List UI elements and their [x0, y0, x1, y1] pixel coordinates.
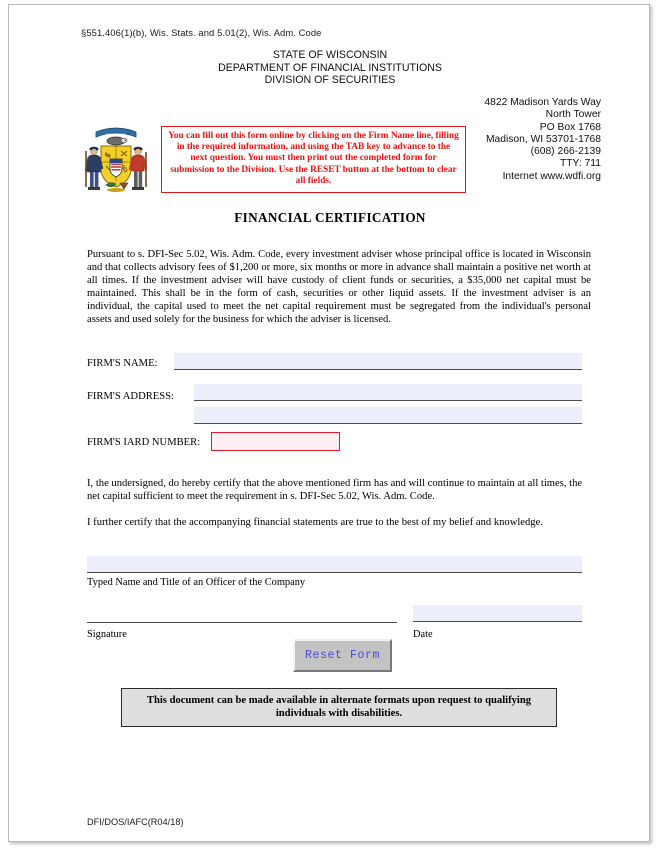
signature-rule [87, 622, 397, 623]
firm-address-line-2-input[interactable] [194, 407, 582, 424]
typed-name-caption: Typed Name and Title of an Officer of the Company [87, 577, 306, 588]
firm-name-label: FIRM'S NAME: [87, 358, 158, 369]
firm-address-line-1-input[interactable] [194, 384, 582, 401]
agency-heading [9, 49, 650, 87]
certification-paragraph: I, the undersigned, do hereby certify that the above mentioned firm has and will continue to maintain at all times, the net capital sufficient to meet the requirement in s. DFI-Sec 5.02, Wis. Adm. Code. [87, 478, 583, 502]
contact-po-box: PO Box 1768 [539, 121, 601, 133]
accessibility-notice-line-1: This document can be made available in alternate formats upon request to [146, 695, 483, 706]
contact-street: 4822 Madison Yards Way [484, 97, 601, 108]
date-input[interactable] [413, 605, 582, 622]
contact-city-state-zip: Madison, WI 53701-1768 [485, 133, 601, 145]
agency-heading-line-2: DEPARTMENT OF FINANCIAL INSTITUTIONS [218, 61, 442, 74]
accessibility-notice [121, 688, 557, 727]
iard-number-label: FIRM'S IARD NUMBER: [87, 437, 201, 448]
online-fill-instructions: You can fill out this form online by clicking on the Firm Name line, filling in the required information, and using the TAB key to advance to the next question. You must then print out the completed form for submission to the Division. Use the RESET button at the bottom to clear all fields. [161, 126, 466, 193]
signature-caption: Signature [87, 629, 127, 640]
form-title: FINANCIAL CERTIFICATION [234, 210, 426, 225]
agency-heading-line-1: STATE OF WISCONSIN [272, 49, 388, 61]
firm-name-input[interactable] [174, 353, 582, 370]
svg-text:FORWARD: FORWARD [105, 132, 127, 137]
contact-internet: Internet www.wdfi.org [502, 170, 601, 182]
firm-address-label: FIRM'S ADDRESS: [87, 391, 174, 402]
typed-name-and-title-input[interactable] [87, 556, 582, 573]
document-page [8, 4, 650, 842]
wisconsin-coat-of-arms-icon [80, 121, 152, 197]
contact-address-block [484, 97, 601, 183]
statute-citation: §551.406(1)(b), Wis. Stats. and 5.01(2), Wis. Adm. Code [81, 27, 322, 38]
further-certification-paragraph: I further certify that the accompanying financial statements are true to the best of my belief and knowledge. [87, 517, 543, 528]
contact-phone: (608) 266-2139 [530, 146, 601, 158]
contact-tower: North Tower [545, 109, 601, 121]
intro-paragraph: Pursuant to s. DFI-Sec 5.02, Wis. Adm. Code, every investment adviser whose principal office is located in Wisconsin and that collects advisory fees of $1,200 or more, six months or more in advance shall maintain a positive net worth at all times. If the investment adviser will have custody of client funds or securities, a $35,000 net capital must be maintained. This shall be in the form of cash, securities or other liquid assets. If the investment adviser is an individual, the capital used to meet the net capital requirement must be segregated from the individual's personal assets and used solely for the business for which the adviser is licensed. [87, 249, 591, 325]
agency-heading-line-3: DIVISION OF SECURITIES [264, 74, 396, 87]
reset-form-button[interactable]: Reset Form [293, 639, 392, 672]
iard-number-input[interactable] [211, 432, 340, 451]
contact-tty: TTY: 711 [559, 158, 601, 170]
form-revision-code: DFI/DOS/IAFC(R04/18) [87, 817, 184, 827]
accessibility-notice-line-2: qualifying individuals with disabilities. [275, 695, 532, 719]
date-caption: Date [413, 629, 433, 640]
